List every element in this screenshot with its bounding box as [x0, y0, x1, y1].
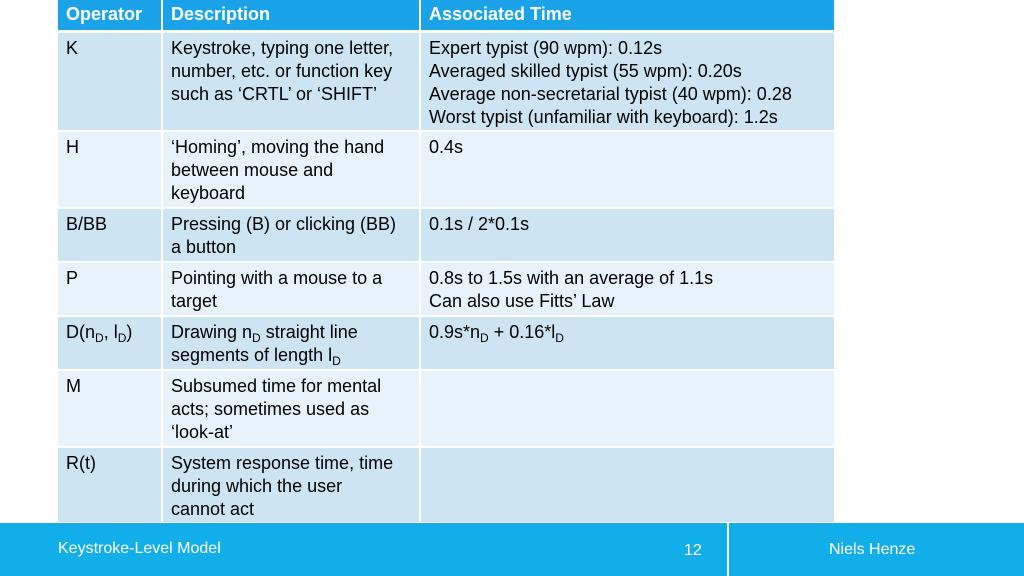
description-line: Pressing (B) or clicking (BB) — [171, 214, 397, 234]
time-line: 0.4s — [429, 137, 464, 157]
description-line: a button — [171, 237, 237, 257]
time-cell — [420, 447, 834, 523]
header-associated-time: Associated Time — [420, 0, 834, 32]
time-line: Averaged skilled typist (55 wpm): 0.20s — [429, 61, 742, 81]
time-cell — [420, 208, 834, 262]
operator-cell: $D(n_D$, $l_D$) — [58, 316, 162, 370]
description-line: keyboard — [171, 183, 246, 203]
description-line: during which the user — [171, 476, 343, 496]
time-cell — [420, 131, 834, 208]
time-line: $0.9s*n_D + 0.16*l_D$ — [429, 322, 564, 345]
footer-author: Niels Henze — [829, 541, 916, 558]
description-line: Drawing $n_D$ straight line — [171, 322, 358, 345]
table-row-r — [58, 447, 834, 523]
description-cell — [162, 131, 420, 208]
table-row-k — [58, 32, 834, 132]
time-line: 0.1s / 2*0.1s — [429, 214, 530, 234]
time-cell — [420, 316, 834, 370]
time-line: Expert typist (90 wpm): 0.12s — [429, 38, 663, 58]
time-cell — [420, 262, 834, 316]
header-operator: Operator — [58, 0, 162, 32]
description-line: segments of length $l_D$ — [171, 345, 341, 368]
operator-cell: R(t) — [58, 447, 162, 523]
footer-title: Keystroke-Level Model — [58, 540, 221, 557]
header-description: Description — [162, 0, 420, 32]
description-line: Subsumed time for mental — [171, 376, 382, 396]
description-line: such as ‘CRTL’ or ‘SHIFT’ — [171, 84, 378, 104]
description-line: System response time, time — [171, 453, 394, 473]
time-cell — [420, 370, 834, 447]
description-cell — [162, 447, 420, 523]
time-cell — [420, 32, 834, 132]
table-row-p — [58, 262, 834, 316]
time-line: Average non-secretarial typist (40 wpm): 0.28 — [429, 84, 792, 104]
table-row-b-bb — [58, 208, 834, 262]
description-line: Pointing with a mouse to a — [171, 268, 383, 288]
table-header-row — [58, 0, 834, 32]
description-line: target — [171, 291, 218, 311]
page-number: 12 — [684, 542, 702, 559]
operator-cell: K — [58, 32, 162, 132]
time-line: 0.8s to 1.5s with an average of 1.1s — [429, 268, 714, 288]
operator-cell: H — [58, 131, 162, 208]
description-cell — [162, 32, 420, 132]
table-row-h — [58, 131, 834, 208]
description-line: between mouse and — [171, 160, 334, 180]
table-row-m — [58, 370, 834, 447]
time-line: Can also use Fitts’ Law — [429, 291, 615, 311]
footer-divider — [727, 523, 729, 576]
operator-cell: M — [58, 370, 162, 447]
klm-operators-table — [58, 0, 834, 524]
description-line: number, etc. or function key — [171, 61, 393, 81]
slide-footer — [0, 523, 1024, 576]
description-cell — [162, 316, 420, 370]
description-line: ‘Homing’, moving the hand — [171, 137, 385, 157]
operator-cell: P — [58, 262, 162, 316]
time-line: Worst typist (unfamiliar with keyboard): 1.2s — [429, 107, 778, 127]
table-row-d — [58, 316, 834, 370]
description-cell — [162, 262, 420, 316]
description-cell — [162, 208, 420, 262]
description-line: acts; sometimes used as — [171, 399, 370, 419]
operator-cell: B/BB — [58, 208, 162, 262]
description-cell — [162, 370, 420, 447]
description-line: Keystroke, typing one letter, — [171, 38, 394, 58]
description-line: cannot act — [171, 499, 255, 519]
description-line: ‘look-at’ — [171, 422, 234, 442]
